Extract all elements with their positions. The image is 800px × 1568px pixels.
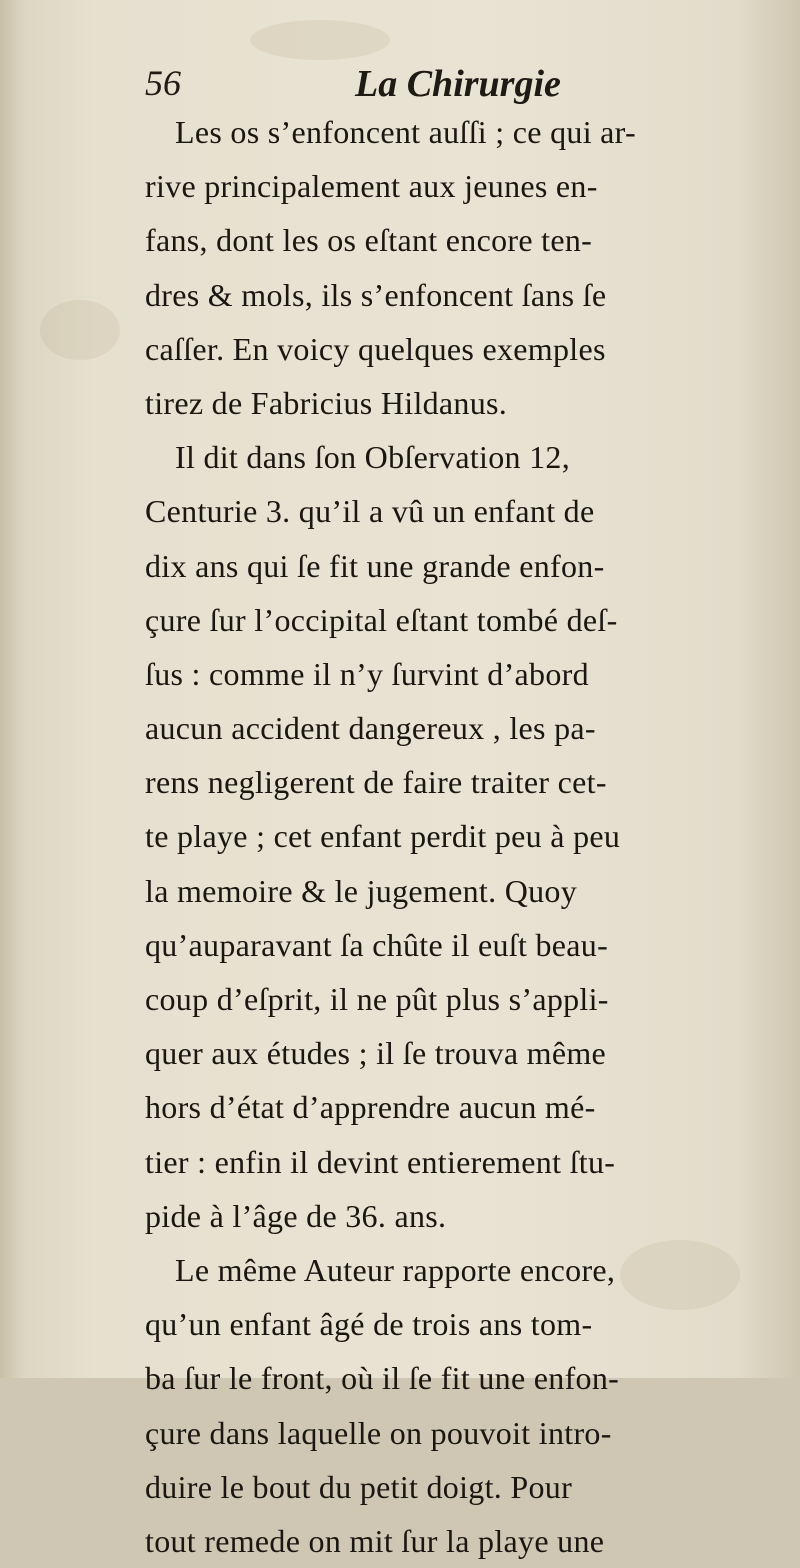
text-line: aucun accident dangereux , les pa- [145, 710, 596, 747]
text-line: pide à l’âge de 36. ans. [145, 1197, 447, 1234]
text-line: qu’auparavant ſa chûte il euſt beau- [145, 926, 609, 963]
text-line: tirez de Fabricius Hildanus. [145, 384, 508, 421]
text-line: çure dans laquelle on pouvoit intro- [145, 1414, 612, 1451]
text-line: ba ſur le front, où il ſe fit une enfon- [145, 1360, 620, 1397]
text-line: çure ſur l’occipital eſtant tombé deſ- [145, 601, 618, 638]
text-line: la memoire & le jugement. Quoy [145, 872, 577, 909]
text-line: Le même Auteur rapporte encore, [175, 1251, 616, 1288]
text-line: tout remede on mit ſur la playe une [145, 1522, 605, 1559]
text-line: Il dit dans ſon Obſervation 12, [175, 439, 571, 476]
text-line: Centurie 3. qu’il a vû un enfant de [145, 493, 595, 530]
text-line: coup d’eſprit, il ne pût plus s’appli- [145, 981, 609, 1017]
running-title: La Chirurgie [355, 63, 561, 105]
text-line: duire le bout du petit doigt. Pour [145, 1468, 573, 1505]
text-line: te playe ; cet enfant perdit peu à peu [145, 818, 621, 855]
text-line: rive principalement aux jeunes en- [145, 168, 598, 205]
paper-stain [40, 300, 120, 360]
text-line: dres & mols, ils s’enfoncent ſans ſe [145, 276, 607, 313]
page-number: 56 [145, 63, 181, 103]
paper-stain [250, 20, 390, 60]
text-line: tier : enfin il devint entierement ſtu- [145, 1143, 616, 1180]
text-line: hors d’état d’apprendre aucun mé- [145, 1089, 596, 1126]
text-line: fans, dont les os eſtant encore ten- [145, 222, 593, 259]
text-line: ſus : comme il n’y ſurvint d’abord [145, 655, 589, 692]
text-line: qu’un enfant âgé de trois ans tom- [145, 1306, 593, 1343]
text-line: rens negligerent de faire traiter cet- [145, 764, 607, 801]
text-line: dix ans qui ſe fit une grande enfon- [145, 547, 605, 584]
body-text [145, 105, 745, 1568]
page-header [145, 62, 745, 110]
text-line: Les os s’enfoncent auſſi ; ce qui ar- [175, 114, 636, 150]
text-line: quer aux études ; il ſe trouva même [145, 1035, 607, 1072]
text-line: caſſer. En voicy quelques exemples [145, 330, 606, 367]
